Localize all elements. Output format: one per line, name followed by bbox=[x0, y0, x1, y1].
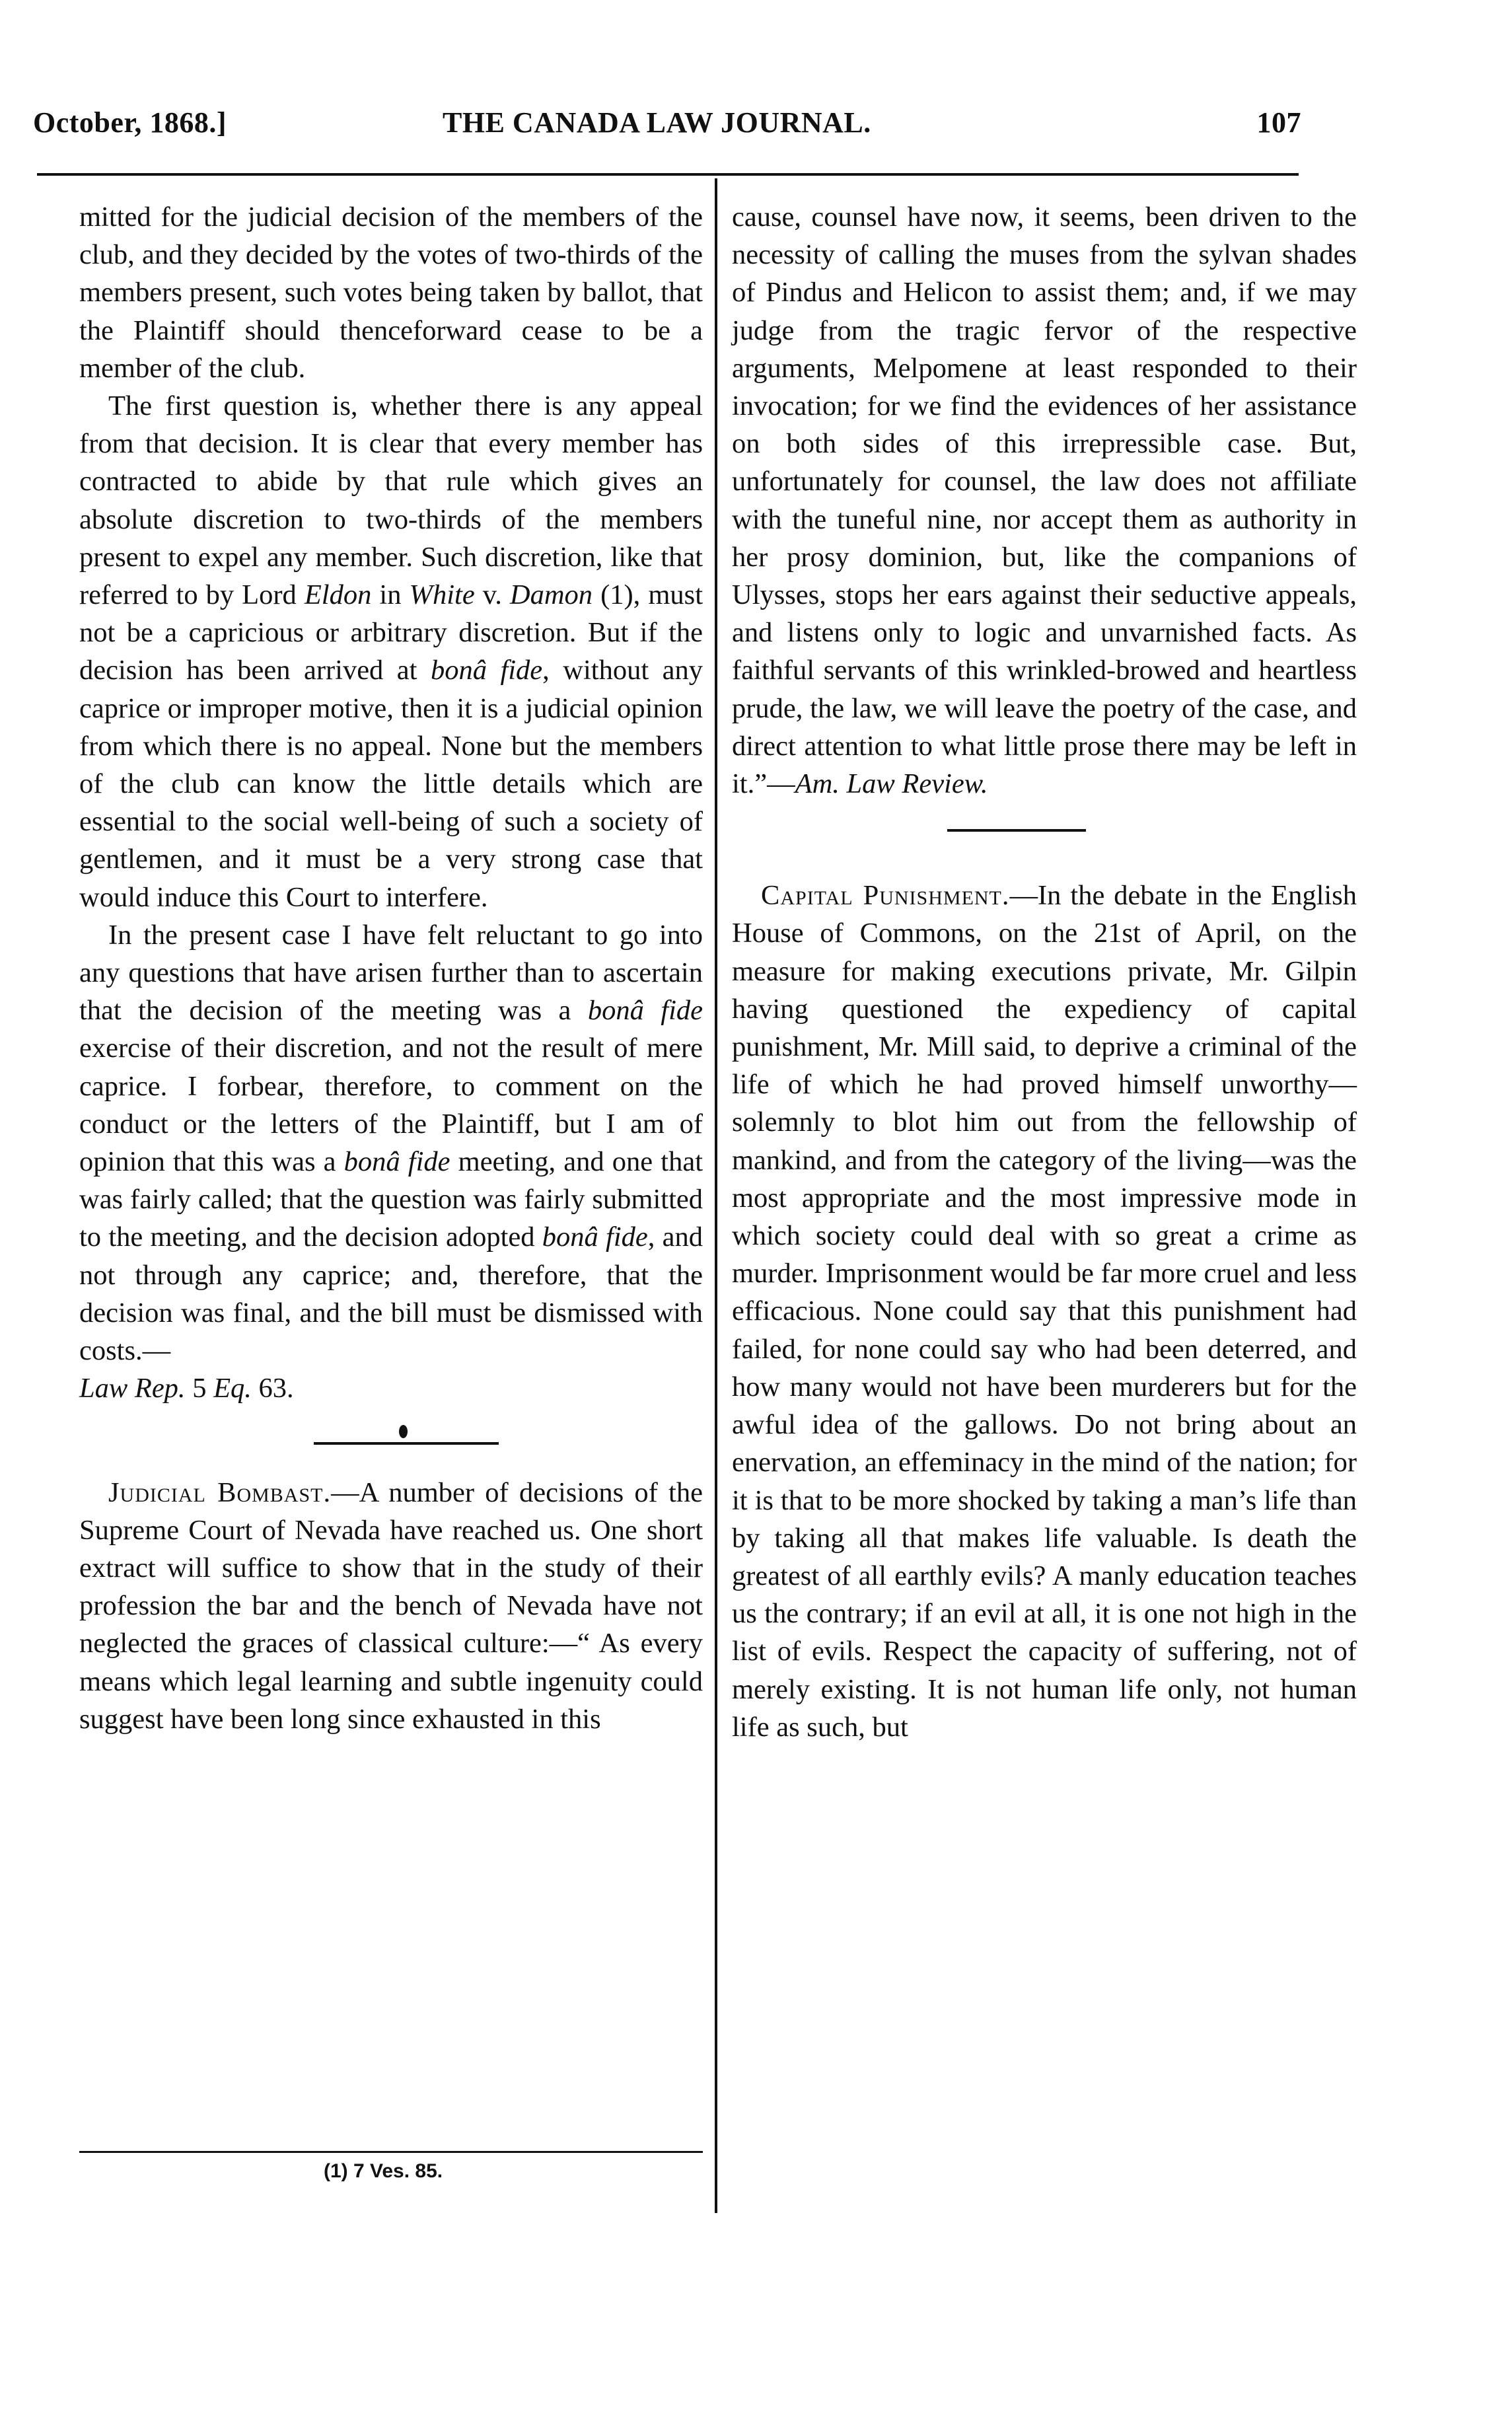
separator-rule bbox=[947, 829, 1086, 832]
case-name-white: White bbox=[409, 579, 475, 611]
journal-title: THE CANADA LAW JOURNAL. bbox=[443, 106, 871, 139]
paragraph-appeal-question bbox=[79, 387, 703, 916]
paragraph-club-decision: mitted for the judicial decision of the members of the club, and they decided by the votes of two-thirds of the members present, such votes being taken by ballot, that the Plaintiff should thenceforward cease to be a member of the club. bbox=[79, 201, 703, 384]
footnote-rule bbox=[79, 2151, 703, 2153]
citation-am-law-review: Am. Law Review. bbox=[795, 768, 988, 800]
separator-dot bbox=[399, 1425, 408, 1438]
section-separator bbox=[732, 803, 1357, 877]
text-run: , and not through any caprice; and, therefore, that the decision was final, and the bill must be dismissed with costs.— bbox=[79, 1221, 703, 1367]
paragraph-muses bbox=[732, 198, 1357, 803]
section-heading-judicial-bombast: Judicial Bombast. bbox=[108, 1476, 332, 1508]
text-run: cause, counsel have now, it seems, been driven to the necessity of calling the muses from the sylvan shades of Pindus and Helicon to assist them; and, if we may judge from the tragic fervor of the respective arguments, Melpomene at least responded to their invocation; for we find the evidences of her assistance on both sides of this irrepressible case. But, unfortunately for counsel, the law does not affiliate with the tuneful nine, nor accept them as authority in her prosy dominion, but, like the companions of Ulysses, stops her ears against their seductive appeals, and listens only to logic and unvarnished facts. As faithful servants of this wrinkled-browed and heartless prude, the law, we will leave the poetry of the case, and direct attention to what little prose there may be left in it.”— bbox=[732, 201, 1357, 800]
running-header bbox=[33, 106, 1301, 159]
text-run: exercise of their discretion, and not the result of mere caprice. I forbear, therefore, to comment on the conduct or the letters of the Plaintiff, but I am of opinion that this was a bbox=[79, 1033, 703, 1178]
text-run: 63. bbox=[251, 1373, 294, 1404]
text-run: in bbox=[371, 579, 410, 611]
citation-series: Eq. bbox=[213, 1373, 252, 1404]
issue-date: October, 1868.] bbox=[33, 106, 227, 139]
footnote: (1) 7 Ves. 85. bbox=[324, 2160, 443, 2182]
text-run: , without any caprice or improper motive, then it is a judicial opinion from which there is no appeal. None but the members of the club can know the little details which are essential to the social well-being of such a society of gentlemen, and it must be a very strong case that would induce this Court to interfere. bbox=[79, 655, 703, 913]
left-column bbox=[79, 198, 703, 1738]
citation-reporter: Law Rep. bbox=[79, 1373, 186, 1404]
text-run: —In the debate in the English House of Commons, on the 21st of April, on the measure for making executions private, Mr. Gilpin having questioned the expediency of capital punishment, Mr. Mill said, to deprive a criminal of the life of which he had proved himself unworthy—solemnly to blot him out from the fellowship of mankind, and from the category of the living—was the most appropriate and the most impressive mode in which society could deal with so great a crime as murder. Imprisonment would be far more cruel and less efficacious. None could say that this punishment had failed, for none could say who had been deterred, and how many would not have been murderers but for the awful idea of the gallows. Do not bring about an enervation, an effeminacy in the mind of the nation; for it is that to be more shocked by taking a man’s life than by taking all that makes life valuable. Is death the greatest of all earthly evils? A manly education teaches us the contrary; if an evil at all, it is one not high in the list of evils. Respect the capacity of suffering, not of merely existing. It is not human life only, not human life as such, but bbox=[732, 880, 1357, 1743]
text-run: v. bbox=[474, 579, 510, 611]
text-run: meeting, and one that was fairly called; that the question was fairly submitted to the meeting, and the decision adopted bbox=[79, 1146, 703, 1253]
column-divider bbox=[715, 178, 717, 2213]
text-run: 5 bbox=[185, 1373, 214, 1404]
latin-phrase: bonâ fide bbox=[587, 995, 703, 1027]
page-number: 107 bbox=[1256, 106, 1301, 139]
case-name-eldon: Eldon bbox=[304, 579, 372, 611]
header-rule bbox=[37, 173, 1299, 176]
text-run: The first question is, whether there is any appeal from that decision. It is clear that every member has contracted to abide by that rule which gives an absolute discretion to two-thirds of the members present to expel any member. Such discretion, like that referred to by Lord bbox=[79, 390, 703, 611]
text-run: (1), must not be a capricious or arbitrary discretion. But if the decision has been arrived at bbox=[79, 579, 703, 686]
paragraph-capital-punishment bbox=[732, 877, 1357, 1746]
right-column bbox=[732, 198, 1357, 1746]
case-name-damon: Damon bbox=[509, 579, 593, 611]
latin-phrase: bonâ fide bbox=[430, 655, 543, 686]
text-run: —A number of decisions of the Supreme Court of Nevada have reached us. One short extract will suffice to show that in the study of their profession the bar and the bench of Nevada have not neglected the graces of classical culture:—“ As every means which legal learning and subtle ingenuity could suggest have been long since exhausted in this bbox=[79, 1476, 703, 1735]
section-separator bbox=[79, 1408, 703, 1474]
paragraph-judicial-bombast bbox=[79, 1474, 703, 1738]
text-run: In the present case I have felt reluctant to go into any questions that have arisen further than to ascertain that the decision of the meeting was a bbox=[79, 919, 703, 1027]
latin-phrase: bonâ fide bbox=[542, 1221, 648, 1253]
paragraph-present-case bbox=[79, 916, 703, 1408]
section-heading-capital-punishment: Capital Punishment. bbox=[761, 880, 1010, 912]
latin-phrase: bonâ fide bbox=[343, 1146, 450, 1178]
separator-rule bbox=[314, 1442, 499, 1445]
